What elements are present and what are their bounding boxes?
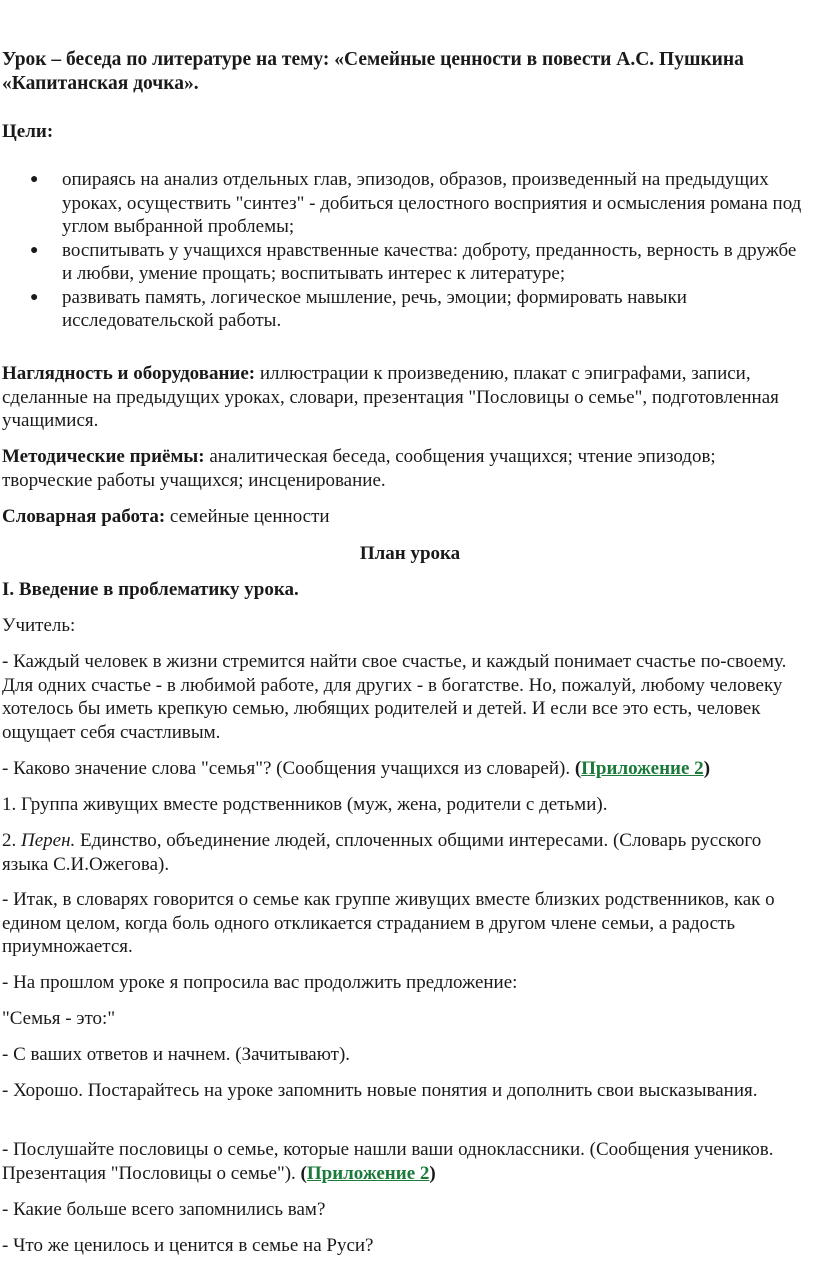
vocab-label: Словарная работа: bbox=[2, 506, 166, 527]
paragraph-family-meaning: - Каково значение слова "семья"? (Сообщения учащихся из словарей). (Приложение 2) bbox=[2, 758, 711, 779]
paragraph-last-lesson: - На прошлом уроке я попросила вас продолжить предложение: bbox=[2, 972, 518, 993]
equipment-label: Наглядность и оборудование: bbox=[2, 363, 256, 384]
paragraph-happiness: - Каждый человек в жизни стремится найти свое счастье, и каждый понимает счастье по-своему. Для одних счастье - в любимой работе, для других - в богатстве. Но, пожалуй, любому человеку хотелось бы иметь крепкую семью, любящих родителей и детей. И если все это есть, человек ощущает себя счастливым. bbox=[2, 651, 787, 743]
paragraph-proverbs: - Послушайте пословицы о семье, которые нашли ваши одноклассники. (Сообщения учеников. Презентация "Пословицы о семье"). (Приложение 2) bbox=[2, 1139, 774, 1184]
appendix-link[interactable]: Приложение 2 bbox=[581, 758, 704, 779]
vocab-text: семейные ценности bbox=[165, 506, 330, 527]
paragraph-remember: - Хорошо. Постарайтесь на уроке запомнить новые понятия и дополнить свои высказывания. bbox=[2, 1080, 758, 1101]
paragraph-question-2: - Что же ценилось и ценится в семье на Руси? bbox=[2, 1235, 374, 1256]
bullet-icon: ● bbox=[30, 242, 39, 258]
section-heading: I. Введение в проблематику урока. bbox=[2, 579, 299, 600]
teacher-label: Учитель: bbox=[2, 615, 76, 636]
list-item: ● развивать память, логическое мышление, речь, эмоции; формировать навыки исследовательской работы. bbox=[30, 286, 687, 331]
goals-list bbox=[2, 168, 810, 333]
lesson-title: Урок – беседа по литературе на тему: «Семейные ценности в повести А.С. Пушкина «Капитанская дочка». bbox=[2, 49, 744, 94]
equipment-text: иллюстрации к произведению, плакат с эпиграфами, записи, сделанные на предыдущих уроках, словари, презентация "Пословицы о семье", подготовленная учащимися. bbox=[2, 363, 779, 431]
plan-heading: План урока bbox=[359, 543, 461, 564]
definition-1: 1. Группа живущих вместе родственников (муж, жена, родители с детьми). bbox=[2, 794, 608, 815]
methods-label: Методические приёмы: bbox=[2, 446, 205, 467]
list-item: ● опираясь на анализ отдельных глав, эпизодов, образов, произведенный на предыдущих уроках, осуществить "синтез" - добиться целостного восприятия и осмысления романа под углом выбранной проблемы; bbox=[30, 169, 802, 237]
appendix-link[interactable]: Приложение 2 bbox=[306, 1162, 430, 1184]
equipment-paragraph bbox=[2, 362, 810, 433]
bullet-icon: ● bbox=[30, 289, 39, 305]
paragraph-question-1: - Какие больше всего запомнились вам? bbox=[2, 1199, 326, 1220]
paragraph-answers: - С ваших ответов и начнем. (Зачитывают). bbox=[2, 1044, 351, 1065]
vocab-paragraph bbox=[2, 505, 810, 529]
goals-heading: Цели: bbox=[2, 121, 54, 142]
paragraph-dictionaries: - Итак, в словарях говорится о семье как группе живущих вместе близких родственников, как о едином целом, когда боль одного откликается страданием в другом члене семьи, а радость приумножается. bbox=[2, 889, 775, 957]
methods-paragraph bbox=[2, 445, 810, 492]
methods-text: аналитическая беседа, сообщения учащихся; чтение эпизодов; творческие работы учащихся; инсценирование. bbox=[2, 446, 716, 491]
definition-2: 2. Перен. Единство, объединение людей, сплоченных общими интересами. (Словарь русского языка С.И.Ожегова). bbox=[2, 830, 762, 875]
bullet-icon: ● bbox=[30, 172, 39, 187]
list-item: ● воспитывать у учащихся нравственные качества: доброту, преданность, верность в дружбе и любви, умение прощать; воспитывать интерес к литературе; bbox=[30, 239, 797, 284]
paragraph-family-is: "Семья - это:" bbox=[2, 1008, 116, 1029]
